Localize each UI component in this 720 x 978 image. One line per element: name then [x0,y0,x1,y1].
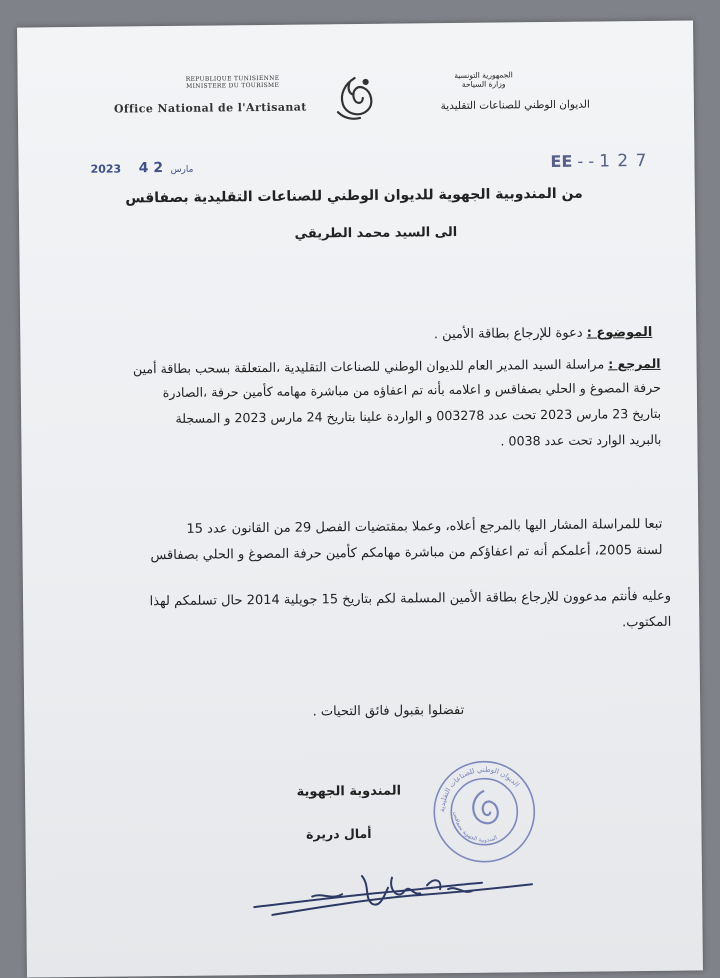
subject-text: دعوة للإرجاع بطاقة الأمين . [433,325,583,343]
ar-header-block [424,70,544,89]
office-logo-icon [330,74,380,123]
ref-dashes: - - [577,151,595,171]
sender-line: من المندوبية الجهوية للديوان الوطني للصناعات التقليدية بصفاقس [125,185,583,207]
handwritten-signature-icon [252,854,553,937]
date-stamp [90,160,193,177]
date-day: 2 4 [138,160,164,177]
body-paragraph-2 [21,589,672,656]
reference-number-stamp [550,151,647,172]
closing-line: تفضلوا بقبول فائق التحيات . [312,702,465,720]
reference-line: مراسلة السيد المدير العام للديوان الوطني للصناعات التقليدية ،المتعلقة بسحب بطاقة أمين [132,356,605,377]
body-line: وعليه فأنتم مدعوون للإرجاع بطاقة الأمين المسلمة لكم بتاريخ 15 جويلية 2014 حال تسلمكم لهذا [149,588,672,610]
signatory-title: المندوبة الجهوية [296,783,402,800]
stamp-outer-text: الديوان الوطني للصناعات التقليدية [438,765,521,813]
body-line: تبعا للمراسلة المشار اليها بالمرجع أعلاه، وعملا بمقتضيات الفصل 29 من القانون عدد 15 [186,516,663,537]
fr-republic: REPUBLIQUE TUNISIENNE [185,74,280,83]
document-page [17,20,703,977]
reference-paragraph [21,356,662,463]
reference-line: حرفة المصوغ و الحلي بصفاقس و اعلامه بأنه تم اعفاؤه من مباشرة مهامه كأمين حرفة ،الصادرة [162,379,661,401]
reference-line: بتاريخ 23 مارس 2023 تحت عدد 003278 و الواردة علينا بتاريخ 24 مارس 2023 و المسجلة [175,405,662,426]
subject-line [434,325,653,342]
date-month: مارس [170,164,194,175]
fr-header-block [168,75,298,90]
fr-ministry: MINISTERE DU TOURISME [186,81,280,90]
ref-prefix: EE [550,151,573,171]
stamp-inner-text: المندوبية الجهوية بصفاقس [452,811,499,844]
ar-office-name: الديوان الوطني للصناعات التقليدية [440,98,590,113]
date-year: 2023 [90,162,122,176]
reference-label: المرجع : [608,355,661,372]
body-line: لسنة 2005، أعلمكم أنه تم اعفاؤكم من مباشرة مهامكم كأمين حرفة المصوغ و الحلي بصفاقس [150,542,663,564]
body-paragraph-1 [22,517,663,584]
ar-republic: الجمهورية التونسية [454,70,513,80]
ref-number: 1 2 7 [599,150,648,172]
reference-line: بالبريد الوارد تحت عدد 0038 . [500,431,662,449]
official-stamp-icon [429,756,540,867]
body-line: المكتوب. [621,614,672,631]
fr-office-name: Office National de l'Artisanat [113,100,307,116]
recipient-line: الى السيد محمد الطريقي [294,224,458,242]
signatory-name: أمال دريرة [306,825,372,842]
subject-label: الموضوع : [586,324,653,341]
ar-ministry: وزارة السياحة [461,79,506,89]
